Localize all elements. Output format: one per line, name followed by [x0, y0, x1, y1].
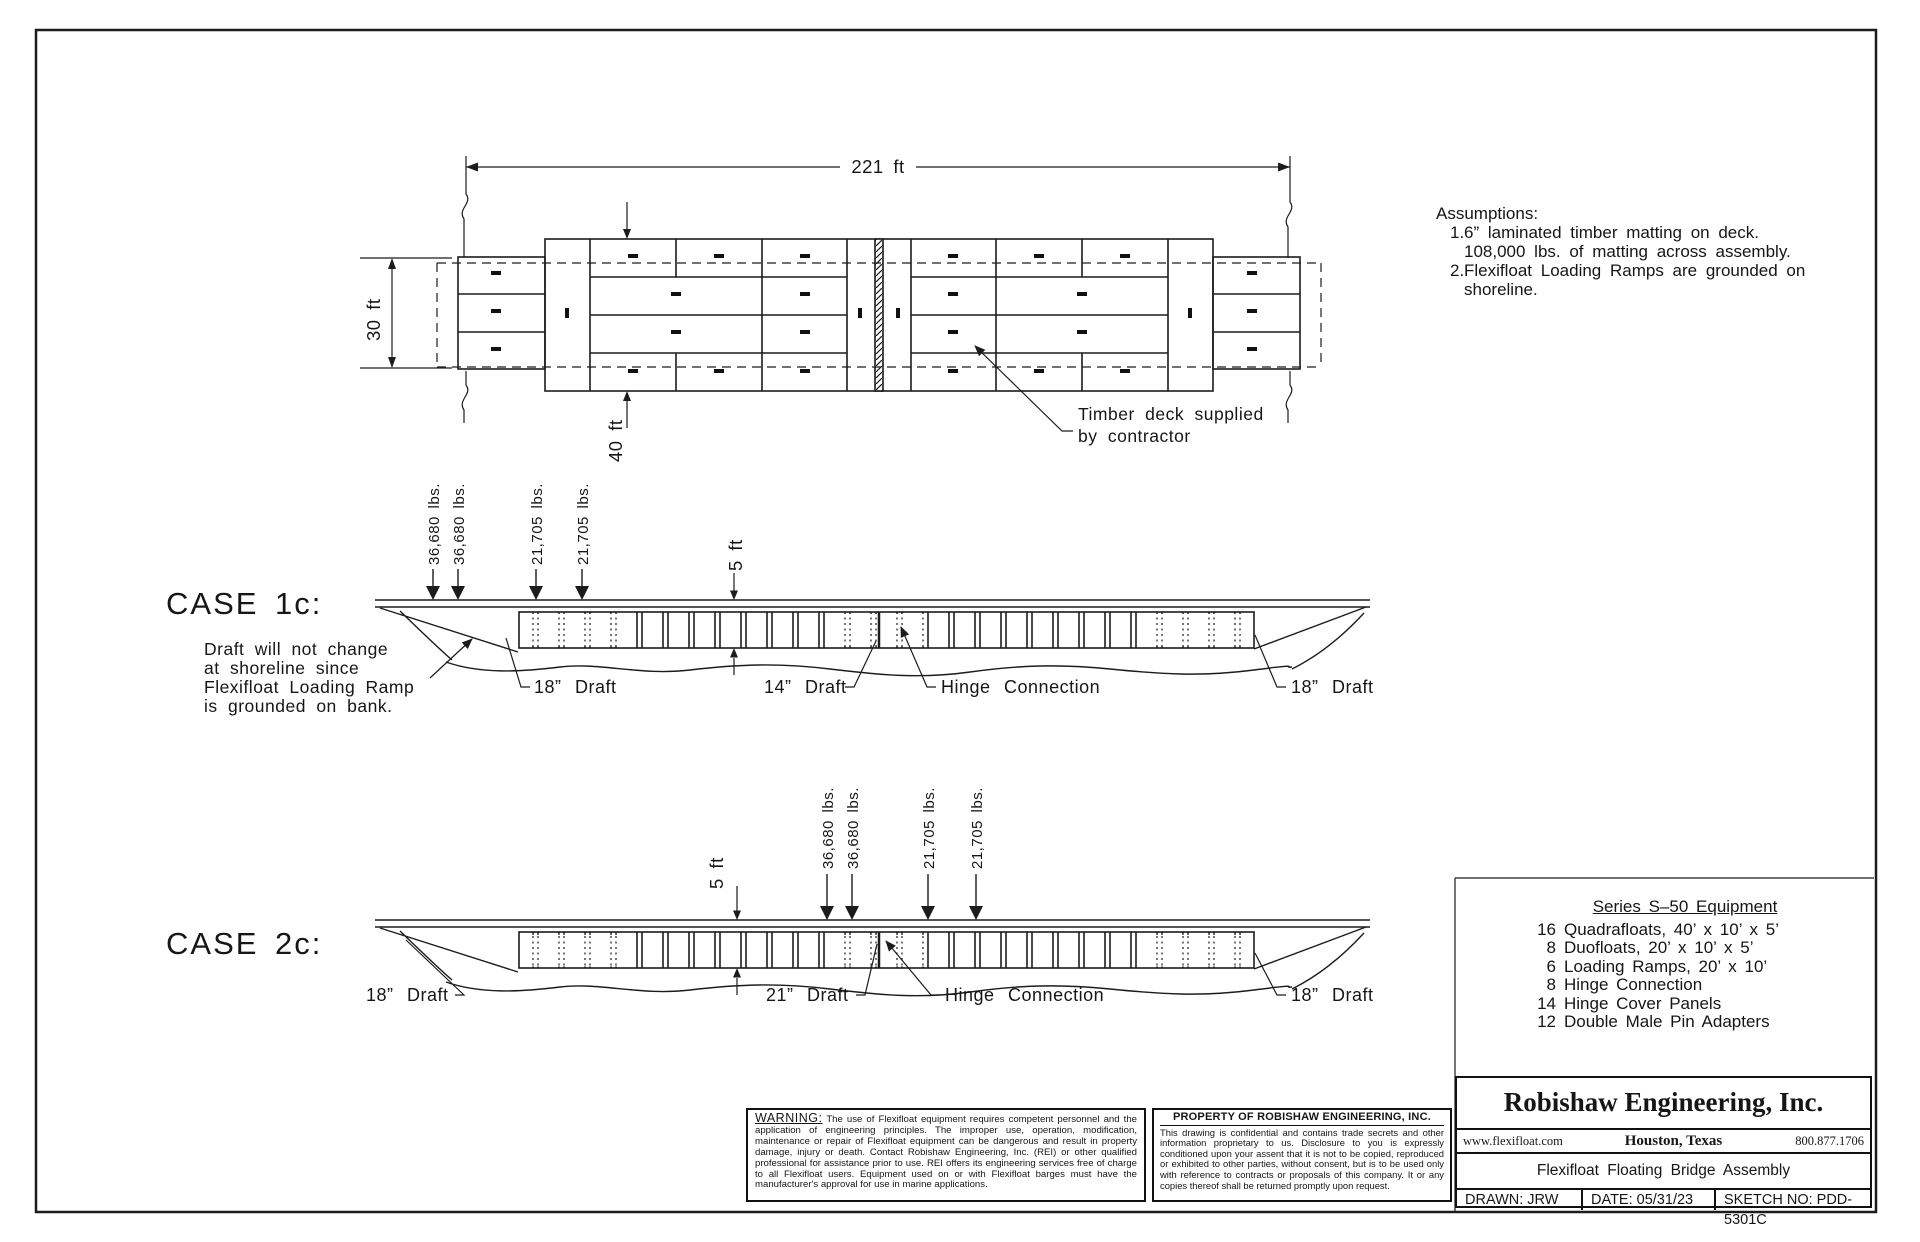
company-city: Houston, Texas [1624, 1132, 1723, 1149]
svg-text:36,680 lbs.: 36,680 lbs. [426, 483, 443, 565]
waterline-case1 [446, 662, 1292, 676]
svg-text:Hinge Connection: Hinge Connection [941, 677, 1101, 697]
dim-30ft-label: 30 ft [363, 298, 384, 341]
warning-box [746, 1108, 1146, 1202]
svg-text:18” Draft: 18” Draft [534, 677, 617, 697]
warning-label: WARNING: [755, 1111, 823, 1125]
case-2c-label: CASE 2c: [166, 926, 323, 961]
case-1c-shoreline-note [204, 639, 472, 716]
svg-text:18” Draft: 18” Draft [1291, 677, 1374, 697]
svg-text:Hinge Connection: Hinge Connection [945, 985, 1105, 1005]
assumption-item: 1. 6” laminated timber matting on deck. [1450, 223, 1759, 242]
property-box [1152, 1108, 1452, 1202]
svg-text:14” Draft: 14” Draft [764, 677, 847, 697]
assumption-item-continued: shoreline. [1464, 280, 1538, 299]
assumption-item: 2. Flexifloat Loading Ramps are grounded on [1450, 261, 1806, 280]
svg-text:36,680 lbs.: 36,680 lbs. [845, 787, 862, 869]
svg-text:Draft will not change: Draft will not change [204, 639, 389, 659]
case-1c-load-arrows [426, 483, 592, 600]
company-contact-row [1457, 1128, 1870, 1152]
sketch-number: SKETCH NO: PDD-5301C [1714, 1190, 1870, 1210]
svg-text:21” Draft: 21” Draft [766, 985, 849, 1005]
svg-text:Timber deck supplied: Timber deck supplied [1078, 404, 1264, 424]
case-2c-dim-5ft [706, 857, 741, 995]
svg-text:5 ft: 5 ft [706, 857, 727, 889]
plan-connector-ticks [491, 254, 1257, 373]
timber-deck-callout [975, 346, 1264, 446]
assumption-item-continued: 108,000 lbs. of matting across assembly. [1464, 242, 1791, 261]
property-text: This drawing is confidential and contains trade secrets and other information proprietary to us. Disclosure to you is expressly conditioned upon your assent that it is not to be copied, reproduced or exhibited to other parties, without consent, but is to be used only with reference to contracts or proposals of this company. It or any copies thereof shall be returned promptly upon request. [1160, 1126, 1444, 1191]
case-1c-elevation [166, 483, 1374, 716]
svg-text:21,705 lbs.: 21,705 lbs. [575, 483, 592, 565]
equipment-item: 14 Hinge Cover Panels [1537, 993, 1722, 1013]
plan-view [360, 156, 1321, 462]
equipment-item: 16 Quadrafloats, 40’ x 10’ x 5’ [1537, 919, 1780, 939]
svg-text:36,680 lbs.: 36,680 lbs. [451, 483, 468, 565]
equipment-list [1520, 898, 1850, 1032]
svg-text:is grounded on bank.: is grounded on bank. [204, 696, 393, 716]
case-1c-label: CASE 1c: [166, 586, 323, 621]
equipment-item: 6 Loading Ramps, 20’ x 10’ [1546, 956, 1768, 976]
svg-text:18” Draft: 18” Draft [1291, 985, 1374, 1005]
equipment-list-title: Series S–50 Equipment [1592, 897, 1778, 916]
waterline-case2 [446, 982, 1292, 996]
svg-text:18” Draft: 18” Draft [366, 985, 449, 1005]
dim-221ft-label: 221 ft [851, 156, 905, 177]
assumptions-title: Assumptions: [1436, 204, 1539, 223]
drawing-title: Flexifloat Floating Bridge Assembly [1457, 1152, 1870, 1188]
svg-text:21,705 lbs.: 21,705 lbs. [969, 787, 986, 869]
svg-text:36,680 lbs.: 36,680 lbs. [820, 787, 837, 869]
title-block-footer [1457, 1188, 1870, 1228]
equipment-item: 8 Duofloats, 20’ x 10’ x 5’ [1546, 938, 1754, 957]
svg-text:by contractor: by contractor [1078, 426, 1191, 446]
company-website: www.flexifloat.com [1463, 1133, 1563, 1148]
case-2c-elevation [166, 787, 1374, 1005]
svg-text:21,705 lbs.: 21,705 lbs. [529, 483, 546, 565]
svg-text:at shoreline since: at shoreline since [204, 658, 360, 678]
dim-40ft-label: 40 ft [605, 419, 626, 462]
company-phone: 800.877.1706 [1795, 1133, 1864, 1148]
title-block [1455, 1076, 1872, 1228]
svg-text:5 ft: 5 ft [725, 539, 746, 571]
equipment-item: 12 Double Male Pin Adapters [1537, 1012, 1770, 1031]
svg-text:Flexifloat Loading Ramp: Flexifloat Loading Ramp [204, 677, 415, 697]
drawn-by: DRAWN: JRW [1465, 1192, 1559, 1208]
svg-text:21,705 lbs.: 21,705 lbs. [921, 787, 938, 869]
dim-30ft [360, 258, 452, 368]
property-title: PROPERTY OF ROBISHAW ENGINEERING, INC. [1160, 1112, 1444, 1126]
date: DATE: 05/31/23 [1581, 1190, 1714, 1210]
case-2c-load-arrows [820, 787, 986, 920]
equipment-item: 8 Hinge Connection [1546, 975, 1703, 994]
assumptions-notes [1436, 204, 1876, 299]
company-name: Robishaw Engineering, Inc. [1503, 1087, 1824, 1117]
plan-loading-ramp-left [458, 257, 545, 369]
warning-text: The use of Flexifloat equipment requires competent personnel and the application of engineering principles. The improper use, operation, modification, maintenance or repair of Flexifloat equipment can be dangerous and result in property damage, injury or death. Contact Robishaw Engineering, Inc. (REI) or other qualified professional for assistance prior to use. REI offers its engineering services free of charge to all Flexifloat users. Equipment used on or with Flexifloat barges must have the manufacturer's approval for use in marine applications. [755, 1114, 1137, 1191]
dim-40ft [605, 202, 631, 462]
plan-hinge-connection [875, 239, 883, 391]
